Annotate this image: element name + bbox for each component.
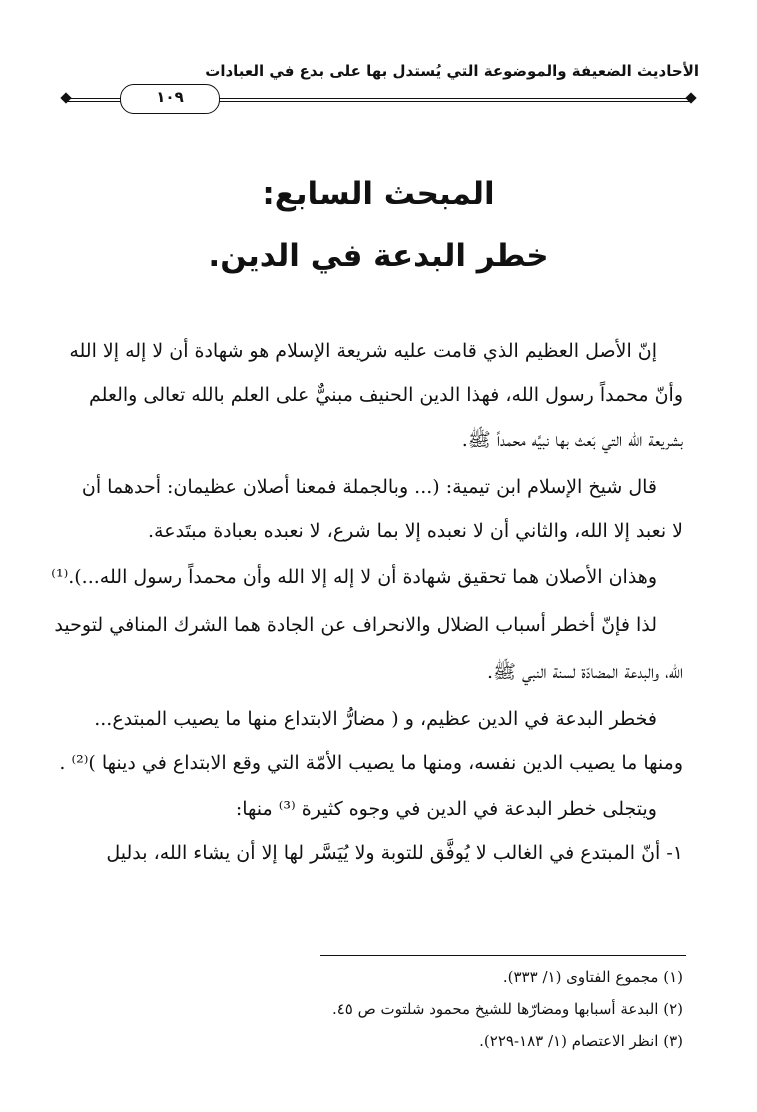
footnote-rule [320, 955, 686, 956]
body-line: وأنّ محمداً رسول الله، فهذا الدين الحنيف مبنيٌّ على العلم بالله تعالى والعلم [89, 384, 683, 406]
body-line: الله، والبدعة المضادّة لسنة النبي ﷺ. [487, 661, 683, 683]
footnote-1: (١) مجموع الفتاوى (١/ ٣٣٣). [502, 968, 683, 986]
body-line: وهذان الأصلان هما تحقيق شهادة أن لا إله إلا الله وأن محمداً رسول الله...).⁽¹⁾ [51, 566, 657, 588]
footnote-2: (٢) البدعة أسبابها ومضارّها للشيخ محمود شلتوت ص ٤٥. [331, 1000, 683, 1018]
body-line: لا نعبد إلا الله، والثاني أن لا نعبده إلا بما شرع، لا نعبده بعبادة مبتَدعة. [148, 520, 683, 542]
body-line: ومنها ما يصيب الدين نفسه، ومنها ما يصيب الأمّة التي وقع الابتداع في دينها )⁽²⁾ . [59, 752, 683, 774]
body-line: بشريعة الله التي بَعث بها نبيَّه محمداً ﷺ. [461, 429, 683, 451]
page-number: ١٠٩ [156, 88, 184, 106]
section-title-line2: خطر البدعة في الدين. [208, 238, 549, 274]
running-header-title: الأحاديث الضعيفة والموضوعة التي يُستدل بها على بدع في العبادات [205, 62, 699, 80]
body-line: ويتجلى خطر البدعة في الدين في وجوه كثيرة ⁽³⁾ منها: [235, 798, 657, 820]
body-line: لذا فإنّ أخطر أسباب الضلال والانحراف عن الجادة هما الشرك المنافي لتوحيد [54, 614, 657, 636]
body-line: فخطر البدعة في الدين عظيم، و ( مضارُّ الابتداع منها ما يصيب المبتدع... [94, 708, 657, 730]
footnote-3: (٣) انظر الاعتصام (١/ ١٨٣-٢٢٩). [479, 1032, 683, 1050]
body-line: قال شيخ الإسلام ابن تيمية: (... وبالجملة فمعنا أصلان عظيمان: أحدهما أن [81, 476, 657, 498]
body-line: ١- أنّ المبتدع في الغالب لا يُوفَّق للتوبة ولا يُيَسَّر لها إلا أن يشاء الله، بدليل [106, 842, 683, 864]
body-line: إنّ الأصل العظيم الذي قامت عليه شريعة الإسلام هو شهادة أن لا إله إلا الله [69, 340, 657, 362]
section-title-line1: المبحث السابع: [262, 176, 495, 212]
